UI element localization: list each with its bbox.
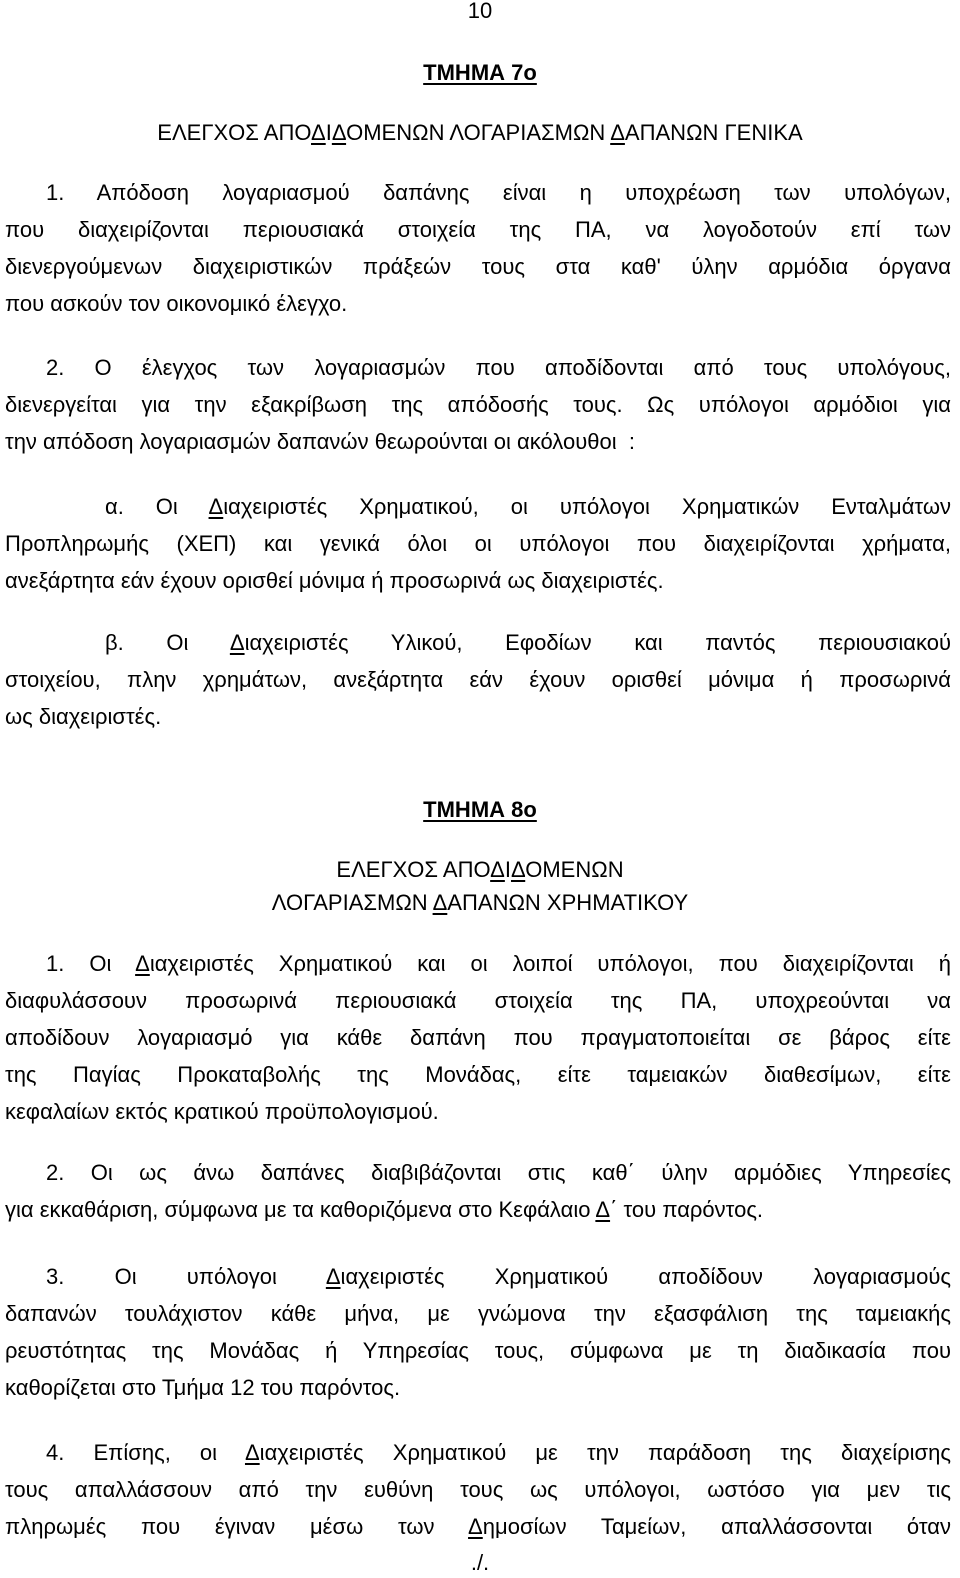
s7-p2-line-3: την απόδοση λογαριασμών δαπανών θεωρούνται οι ακόλουθοι :: [5, 429, 635, 454]
s7-item-a-line-2: Προπληρωμής (ΧΕΠ) και γενικά όλοι οι υπόλογοι που διαχειρίζονται χρήματα,: [5, 531, 951, 556]
s7-item-b-line-3: ως διαχειριστές.: [5, 704, 162, 729]
s8-p1-line-3: αποδίδουν λογαριασμό για κάθε δαπάνη που πραγματοποιείται σε βάρος είτε: [5, 1025, 951, 1050]
s8-p3-line-2: δαπανών τουλάχιστον κάθε μήνα, με γνώμονα την εξασφάλιση της ταμειακής: [5, 1301, 951, 1326]
s8-p1-line-1: 1. Οι Διαχειριστές Χρηματικού και οι λοιποί υπόλογοι, που διαχειρίζονται ή: [46, 951, 951, 976]
s7-p1-line-1: 1. Απόδοση λογαριασμού δαπάνης είναι η υποχρέωση των υπολόγων,: [46, 180, 951, 205]
s7-p1-line-4: που ασκούν τον οικονομικό έλεγχο.: [5, 291, 348, 316]
s8-p3-line-4: καθορίζεται στο Τμήμα 12 του παρόντος.: [5, 1375, 401, 1400]
page-number: 10: [467, 0, 493, 23]
s7-p1-line-3: διενεργούμενων διαχειριστικών πράξεών τους στα καθ' ύλην αρμόδια όργανα: [5, 254, 951, 279]
s8-p4-line-1: 4. Επίσης, οι Διαχειριστές Χρηματικού με την παράδοση της διαχείρισης: [46, 1440, 951, 1465]
section-7-title: ΤΜΗΜΑ 7ο: [423, 60, 537, 85]
continuation-mark: ./.: [470, 1550, 490, 1575]
s7-item-b-line-2: στοιχείου, πλην χρημάτων, ανεξάρτητα εάν έχουν ορισθεί μόνιμα ή προσωρινά: [5, 667, 951, 692]
s8-p3-line-3: ρευστότητας της Μονάδας ή Υπηρεσίας τους, σύμφωνα με τη διαδικασία που: [5, 1338, 951, 1363]
s7-item-b-line-1: β. Οι Διαχειριστές Υλικού, Εφοδίων και παντός περιουσιακού: [105, 630, 951, 655]
s8-p4-line-3: πληρωμές που έγιναν μέσω των Δημοσίων Ταμείων, απαλλάσσονται όταν: [5, 1514, 951, 1539]
s8-p2-line-1: 2. Οι ως άνω δαπάνες διαβιβάζονται στις καθ΄ ύλην αρμόδιες Υπηρεσίες: [46, 1160, 951, 1185]
s7-item-a-line-1: α. Οι Διαχειριστές Χρηματικού, οι υπόλογοι Χρηματικών Ενταλμάτων: [105, 494, 951, 519]
section-8-heading-line-2: ΛΟΓΑΡΙΑΣΜΩΝ ΔΑΠΑΝΩΝ ΧΡΗΜΑΤΙΚΟΥ: [271, 890, 689, 915]
s8-p1-line-5: κεφαλαίων εκτός κρατικού προϋπολογισμού.: [5, 1099, 439, 1124]
s7-p2-line-1: 2. Ο έλεγχος των λογαριασμών που αποδίδονται από τους υπολόγους,: [46, 355, 951, 380]
section-8-title: ΤΜΗΜΑ 8ο: [423, 797, 537, 822]
s7-p2-line-2: διενεργείται για την εξακρίβωση της απόδοσής τους. Ως υπόλογοι αρμόδιοι για: [5, 392, 951, 417]
section-8-heading-line-1: ΕΛΕΓΧΟΣ ΑΠΟΔΙΔΟΜΕΝΩΝ: [336, 857, 624, 882]
s7-p1-line-2: που διαχειρίζονται περιουσιακά στοιχεία της ΠΑ, να λογοδοτούν επί των: [5, 217, 951, 242]
s7-item-a-line-3: ανεξάρτητα εάν έχουν ορισθεί μόνιμα ή προσωρινά ως διαχειριστές.: [5, 568, 664, 593]
section-7-heading: ΕΛΕΓΧΟΣ ΑΠΟΔΙΔΟΜΕΝΩΝ ΛΟΓΑΡΙΑΣΜΩΝ ΔΑΠΑΝΩΝ ΓΕΝΙΚΑ: [157, 120, 803, 145]
s8-p3-line-1: 3. Οι υπόλογοι Διαχειριστές Χρηματικού αποδίδουν λογαριασμούς: [46, 1264, 951, 1289]
s8-p4-line-2: τους απαλλάσσουν από την ευθύνη τους ως υπόλογοι, ωστόσο για μεν τις: [5, 1477, 951, 1502]
s8-p2-line-2: για εκκαθάριση, σύμφωνα με τα καθοριζόμενα στο Κεφάλαιο Δ΄ του παρόντος.: [5, 1197, 764, 1222]
s8-p1-line-2: διαφυλάσσουν προσωρινά περιουσιακά στοιχεία της ΠΑ, υποχρεούνται να: [5, 988, 951, 1013]
s8-p1-line-4: της Παγίας Προκαταβολής της Μονάδας, είτε ταμειακών διαθεσίμων, είτε: [5, 1062, 951, 1087]
